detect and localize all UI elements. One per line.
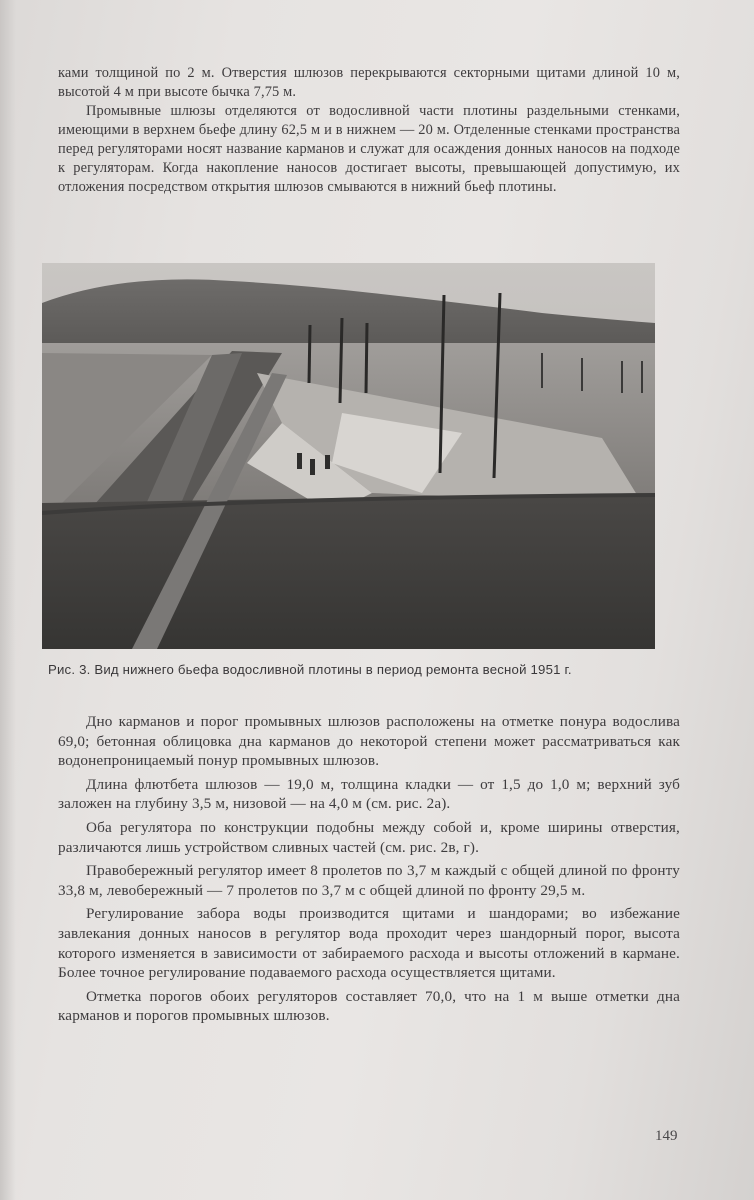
paragraph-pocket-bottom: Дно карманов и порог промывных шлюзов расположены на отметке понура водослива 69,0; бетонная облицовка дна карманов до некоторой степени может рассматриваться как водонепроницаемый понур промывных шлюзов. <box>58 713 680 770</box>
paragraph-regulators-similar: Оба регулятора по конструкции подобны между собой и, кроме ширины отверстия, различаются лишь устройством сливных частей (см. рис. 2в, г). <box>58 818 680 856</box>
paragraph-water-intake-regulation: Регулирование забора воды производится щитами и шандорами; во избежание завлекания донных наносов в регулятор вода проходит через шандорный порог, высота которого изменяется в зависимости от забираемого расхода и высоты отложений в кармане. Более точное регулирование подаваемого расхода осуществляется щитами. <box>58 905 680 982</box>
paragraph-apron-length: Длина флютбета шлюзов — 19,0 м, толщина кладки — от 1,5 до 1,0 м; верхний зуб заложен на глубину 3,5 м, низовой — на 4,0 м (см. рис. 2а). <box>58 775 680 813</box>
paragraph-flushing-sluices: Промывные шлюзы отделяются от водосливной части плотины раздельными стенками, имеющими в верхнем бьефе длину 62,5 м и в нижнем — 20 м. Отделенные стенками пространства перед регуляторами носят название карманов и служат для осаждения донных наносов на подходе к регуляторам. Когда накопление наносов достигает высоты, превышающей допустимую, их отложения посредством открытия шлюзов смываются в нижний бьеф плотины. <box>58 103 680 195</box>
paragraph-continuation: ками толщиной по 2 м. Отверстия шлюзов перекрываются секторными щитами длиной 10 м, высотой 4 м при высоте бычка 7,75 м. <box>58 65 680 100</box>
top-text-block <box>58 64 680 197</box>
figure-caption: Рис. 3. Вид нижнего бьефа водосливной плотины в период ремонта весной 1951 г. <box>48 662 572 677</box>
dam-photograph <box>42 263 655 649</box>
paragraph-sill-elevation: Отметка порогов обоих регуляторов составляет 70,0, что на 1 м выше отметки дна карманов и порогов промывных шлюзов. <box>58 987 680 1025</box>
dam-photo-illustration <box>42 263 655 649</box>
bottom-text-block <box>58 712 680 1030</box>
page-number: 149 <box>655 1128 678 1144</box>
page-edge-shadow <box>0 0 16 1200</box>
paragraph-right-bank-regulator: Правобережный регулятор имеет 8 пролетов по 3,7 м каждый с общей длиной по фронту 33,8 м, левобережный — 7 пролетов по 3,7 м с общей длиной по фронту 29,5 м. <box>58 862 680 899</box>
